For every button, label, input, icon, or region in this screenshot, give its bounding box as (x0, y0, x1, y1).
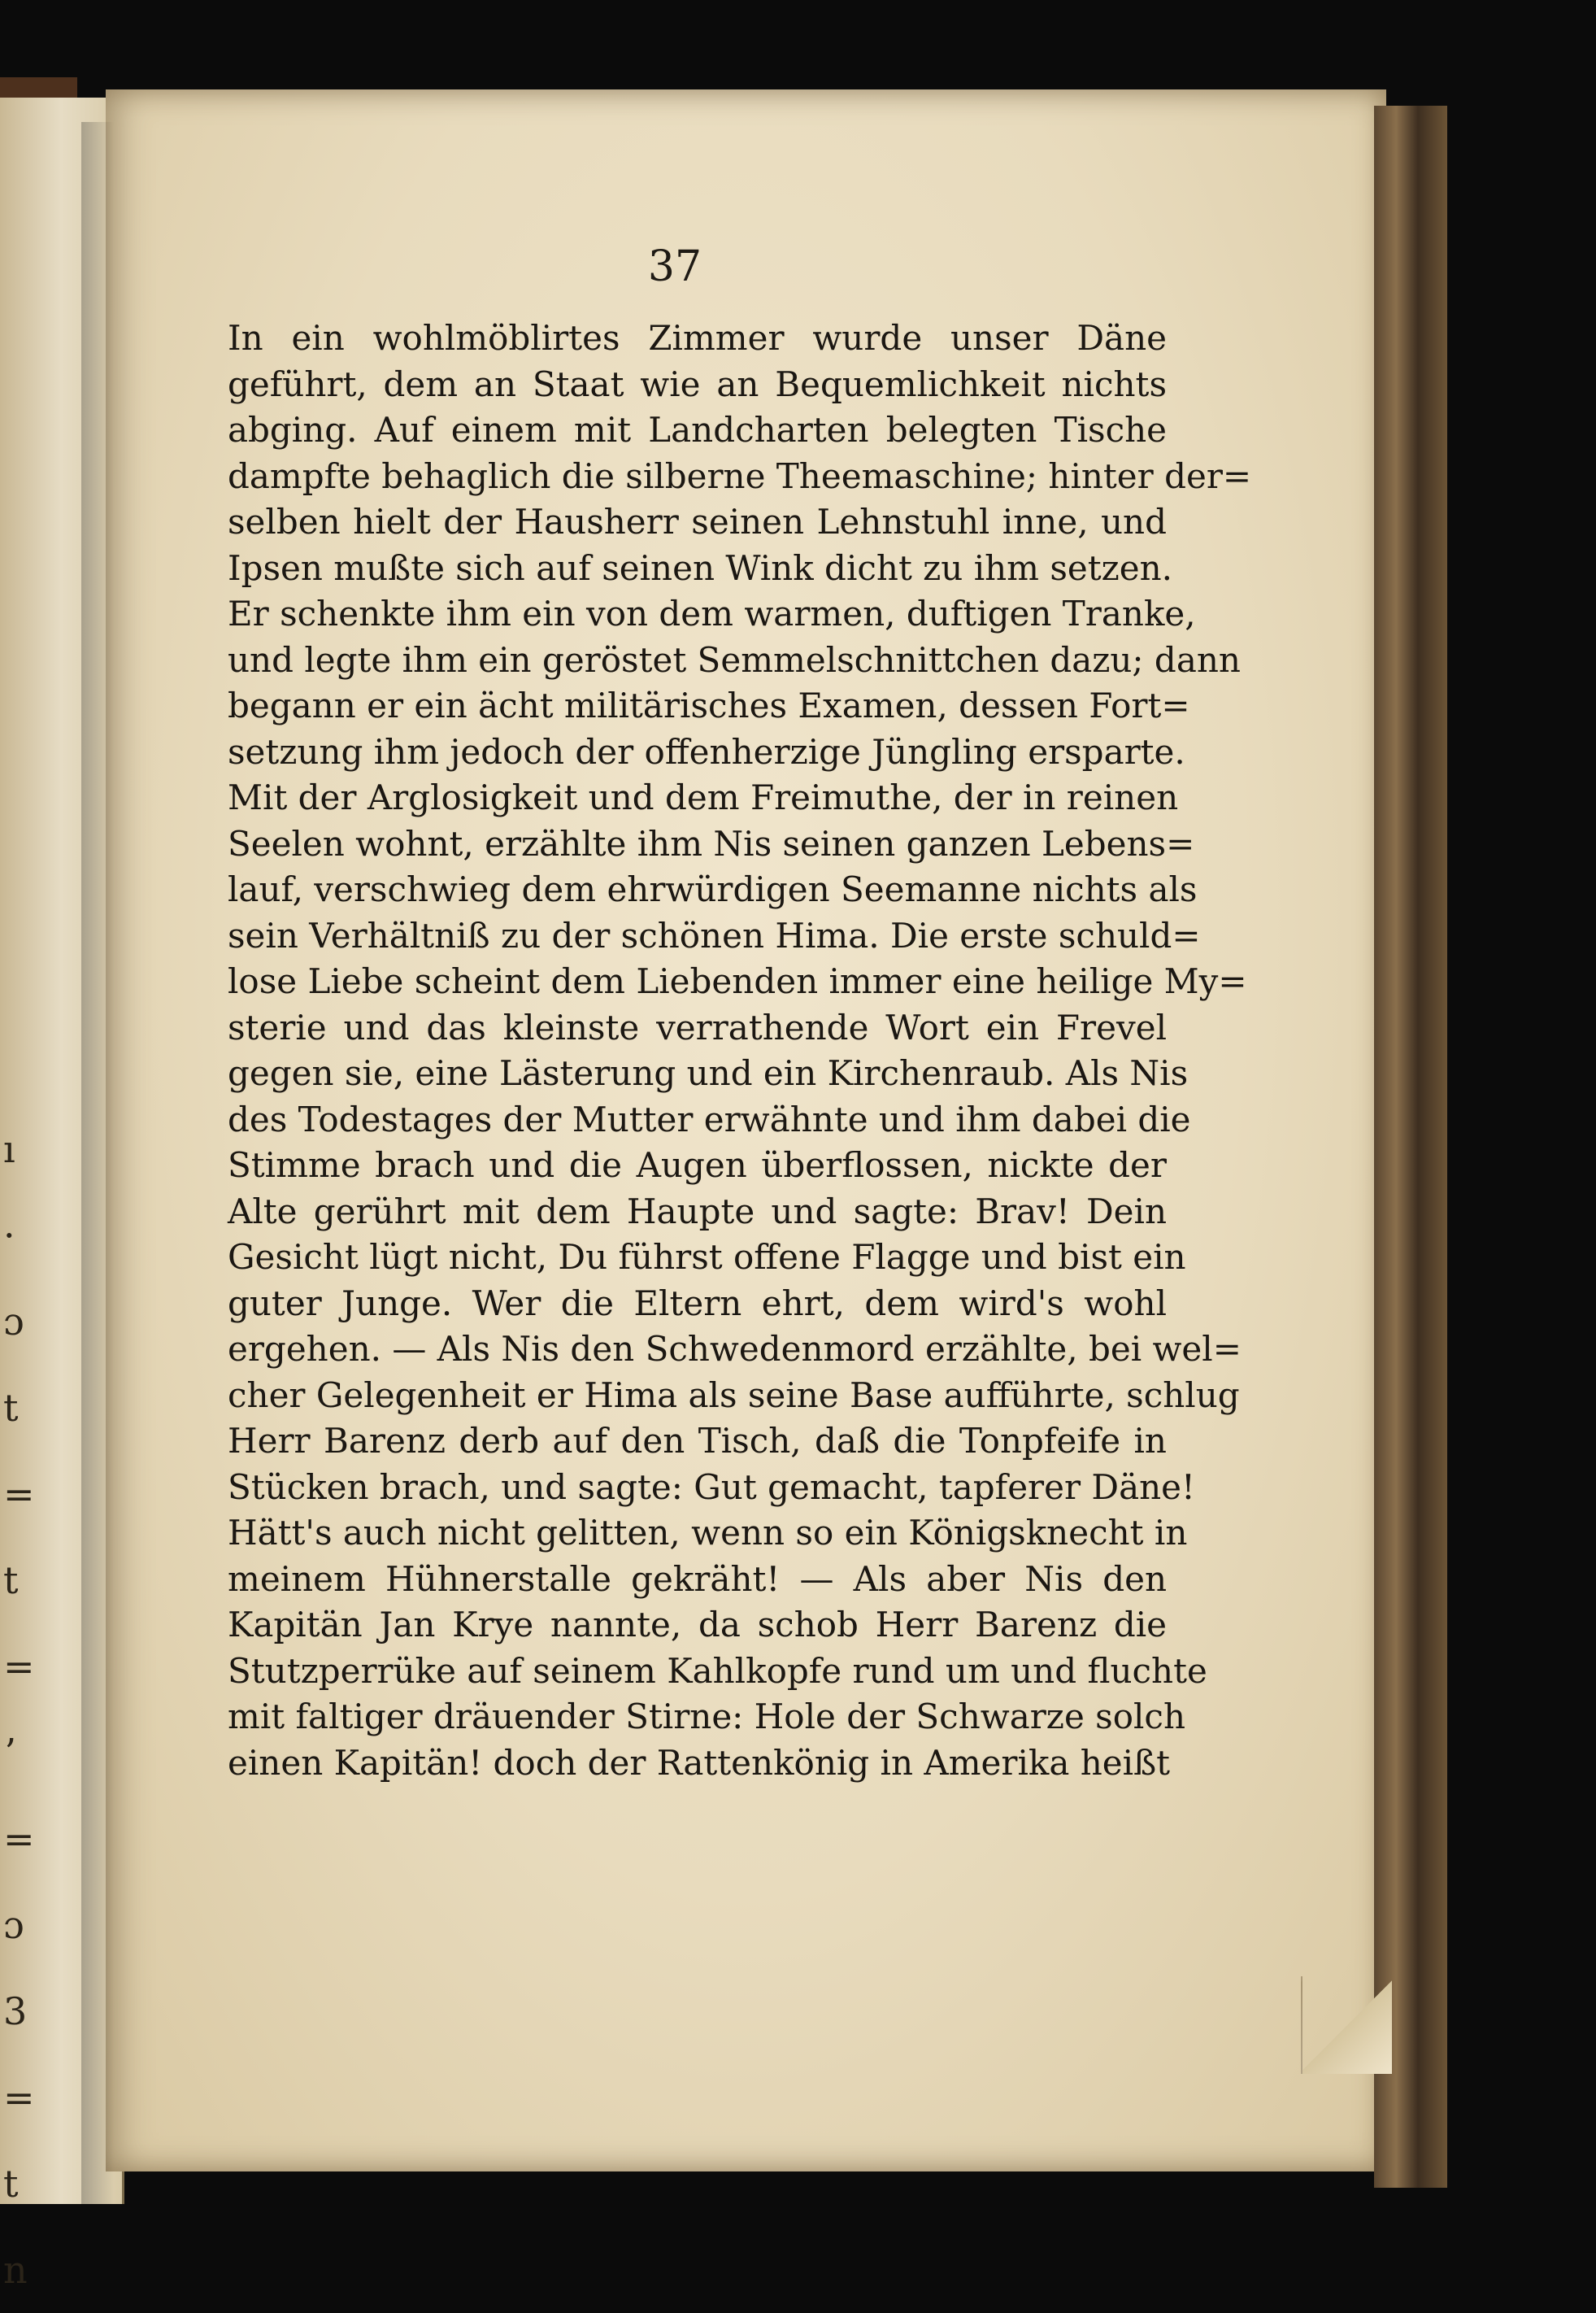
book-spine-edge (1374, 106, 1447, 2188)
left-edge-mark: = (3, 1817, 35, 1861)
text-line: und legte ihm ein geröstet Semmelschnittchen dazu; dann (228, 639, 1241, 680)
left-edge-mark: n (3, 2248, 28, 2292)
text-line: lauf, verschwieg dem ehrwürdigen Seemanne nichts als (228, 869, 1198, 909)
left-edge-mark: t (3, 1386, 19, 1430)
text-line: begann er ein ächt militärisches Examen, dessen Fort= (228, 686, 1190, 725)
left-edge-mark: = (3, 2076, 35, 2119)
left-edge-mark: = (3, 1644, 35, 1688)
left-edge-mark: ɔ (3, 1903, 24, 1947)
text-line: mit faltiger dräuender Stirne: Hole der Schwarze solch (228, 1697, 1185, 1736)
left-edge-mark: = (3, 1472, 35, 1516)
text-line: selben hielt der Hausherr seinen Lehnstuhl inne, und (228, 502, 1167, 542)
text-line: Seelen wohnt, erzählte ihm Nis seinen ganzen Lebens= (228, 823, 1195, 864)
left-edge-mark: ʼ (3, 1731, 15, 1775)
text-line: In ein wohlmöblirtes Zimmer wurde unser Däne (228, 318, 1167, 358)
text-line: Gesicht lügt nicht, Du führst offene Flagge und bist ein (228, 1237, 1186, 1277)
text-line: Mit der Arglosigkeit und dem Freimuthe, der in reinen (228, 778, 1179, 817)
text-line: meinem Hühnerstalle gekräht! — Als aber Nis den (228, 1558, 1167, 1599)
page-corner-curl (1301, 1976, 1392, 2074)
left-edge-mark: t (3, 2162, 19, 2206)
left-edge-mark: ɔ (3, 1300, 24, 1344)
text-line: Hätt's auch nicht gelitten, wenn so ein Königsknecht in (228, 1513, 1188, 1553)
text-line: Kapitän Jan Krye nannte, da schob Herr Barenz die (228, 1605, 1167, 1644)
left-page-edge-text (0, 1106, 35, 2313)
text-line: geführt, dem an Staat wie an Bequemlichkeit nichts (228, 364, 1167, 404)
text-line: sein Verhältniß zu der schönen Hima. Die erste schuld= (228, 915, 1201, 956)
page-number: 37 (647, 242, 702, 291)
text-line: einen Kapitän! doch der Rattenkönig in Amerika heißt (228, 1742, 1170, 1783)
text-line: abging. Auf einem mit Landcharten belegten Tische (228, 410, 1167, 450)
book-gutter (81, 122, 114, 2204)
text-line: cher Gelegenheit er Hima als seine Base aufführte, schlug (228, 1374, 1240, 1415)
left-edge-mark: 3 (3, 1989, 28, 2033)
text-line: Ipsen mußte sich auf seinen Wink dicht zu ihm setzen. (228, 547, 1173, 588)
text-line: Alte gerührt mit dem Haupte und sagte: Brav! Dein (228, 1191, 1167, 1231)
text-line: guter Junge. Wer die Eltern ehrt, dem wird's wohl (228, 1283, 1167, 1323)
text-line: Er schenkte ihm ein von dem warmen, duftigen Tranke, (228, 594, 1196, 634)
text-line: setzung ihm jedoch der offenherzige Jüngling ersparte. (228, 731, 1185, 772)
text-line: Stimme brach und die Augen überflossen, nickte der (228, 1145, 1167, 1185)
text-line: sterie und das kleinste verrathende Wort ein Frevel (228, 1007, 1167, 1048)
left-edge-mark: · (3, 1213, 15, 1257)
text-line: gegen sie, eine Lästerung und ein Kirchenraub. Als Nis (228, 1053, 1189, 1093)
text-line: dampfte behaglich die silberne Theemaschine; hinter der= (228, 455, 1252, 496)
text-line: des Todestages der Mutter erwähnte und ihm dabei die (228, 1099, 1191, 1139)
text-line: Herr Barenz derb auf den Tisch, daß die Tonpfeife in (228, 1421, 1167, 1461)
body-text (228, 316, 1252, 1786)
text-line: Stücken brach, und sagte: Gut gemacht, tapferer Däne! (228, 1466, 1195, 1507)
left-edge-mark: ı (3, 1127, 15, 1171)
text-line: Stutzperrüke auf seinem Kahlkopfe rund um und fluchte (228, 1650, 1207, 1691)
left-edge-mark: t (3, 1558, 19, 1602)
text-line: lose Liebe scheint dem Liebenden immer eine heilige My= (228, 961, 1247, 1001)
text-line: ergehen. — Als Nis den Schwedenmord erzählte, bei wel= (228, 1329, 1242, 1369)
